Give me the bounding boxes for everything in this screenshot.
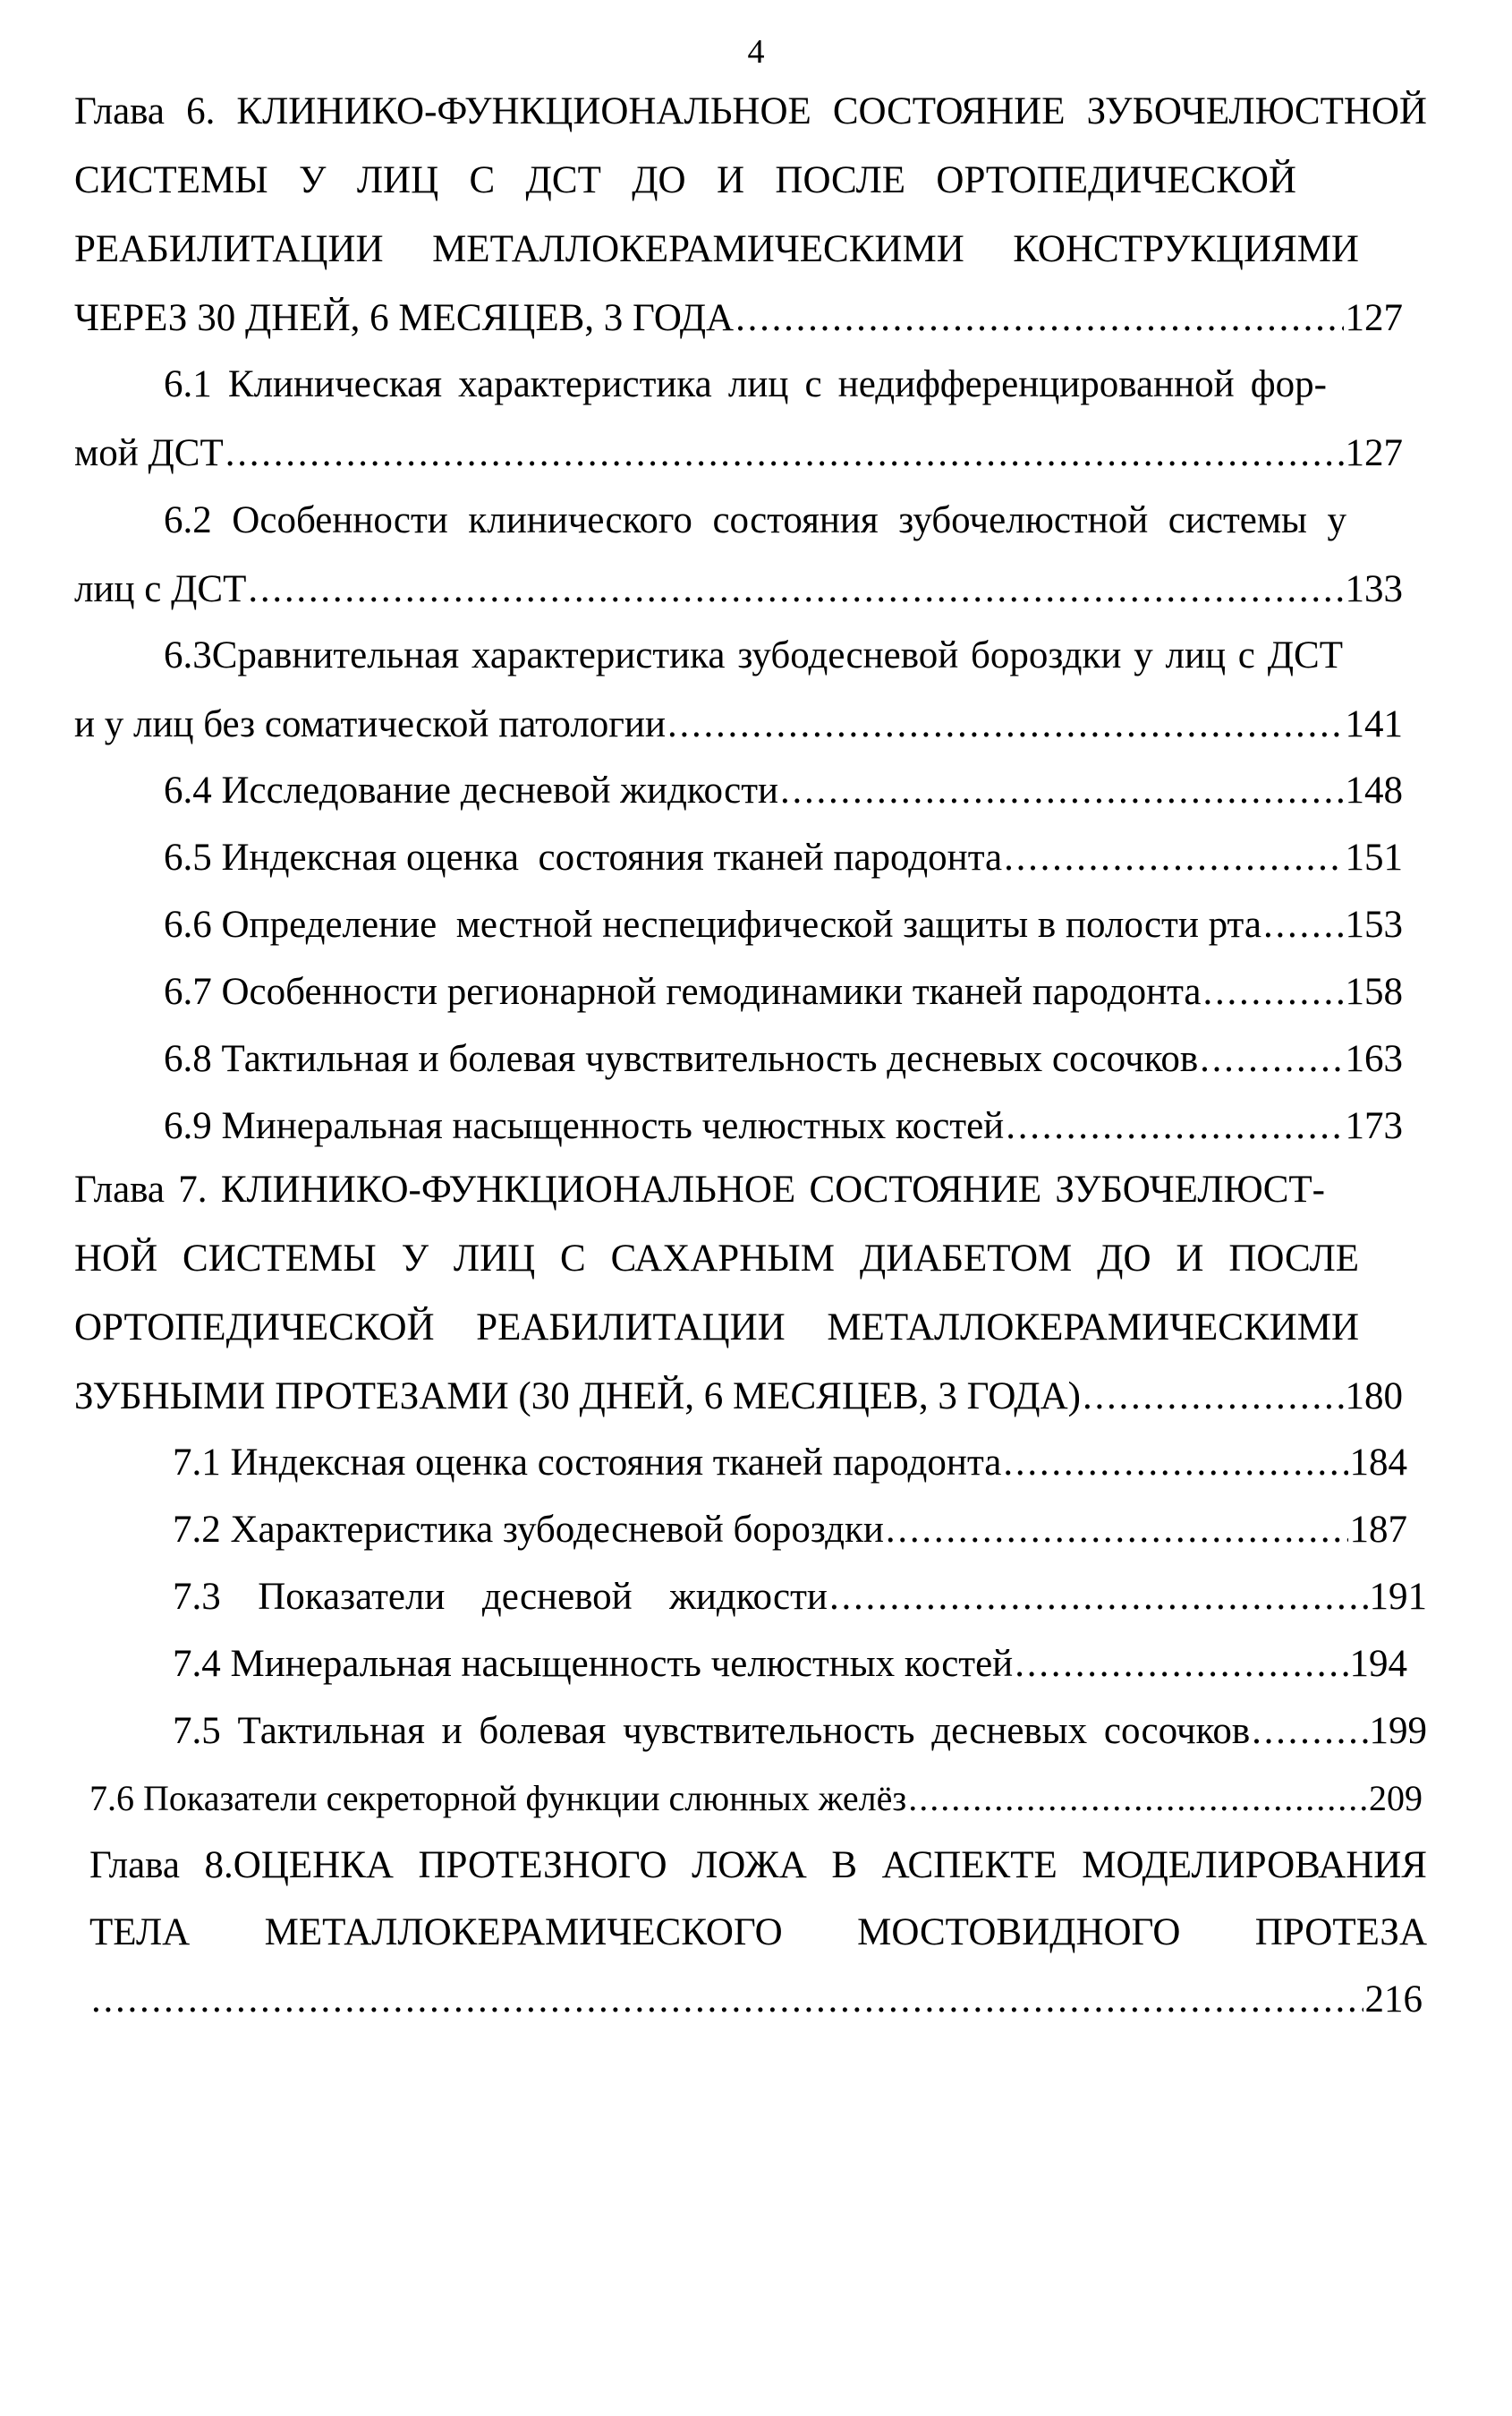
toc-entry-7-2[interactable] <box>173 1503 1407 1557</box>
toc-entry-7-3[interactable] <box>173 1570 1427 1624</box>
toc-entry-7-6[interactable] <box>89 1772 1423 1825</box>
toc-entry-6-5[interactable] <box>164 831 1403 885</box>
toc-entry-title: 6.7 Особенности регионарной гемодинамики тканей пародонта <box>164 971 1202 1013</box>
toc-entry-chapter-6[interactable] <box>74 292 1403 345</box>
dot-leader <box>225 427 1344 481</box>
chapter-7-heading-line: ОРТОПЕДИЧЕСКОЙ РЕАБИЛИТАЦИИ МЕТАЛЛОКЕРАМИЧЕСКИМИ <box>74 1306 1359 1348</box>
toc-entry-title: лиц с ДСТ <box>74 568 247 610</box>
toc-page-number: 209 <box>1369 1778 1423 1818</box>
chapter-8-heading-line: Глава 8.ОЦЕНКА ПРОТЕЗНОГО ЛОЖА В АСПЕКТЕ МОДЕЛИРОВАНИЯ <box>89 1844 1427 1886</box>
toc-entry-title: 7.1 Индексная оценка состояния тканей пародонта <box>173 1442 1002 1484</box>
toc-page-number: 199 <box>1369 1710 1427 1752</box>
dot-leader <box>1004 831 1343 885</box>
dot-leader <box>1003 1436 1347 1490</box>
toc-entry-6-1[interactable] <box>74 427 1403 481</box>
toc-page-number: 141 <box>1345 703 1403 745</box>
toc-page-number: 187 <box>1349 1509 1407 1551</box>
toc-entry-7-1[interactable] <box>173 1436 1407 1490</box>
toc-entry-6-2[interactable] <box>74 563 1403 617</box>
toc-entry-chapter-7[interactable] <box>74 1370 1403 1424</box>
dot-leader <box>1200 1033 1343 1086</box>
dot-leader <box>91 1973 1363 2027</box>
toc-entry-6-8[interactable] <box>164 1033 1403 1086</box>
toc-page-number: 127 <box>1345 297 1403 339</box>
toc-page-number: 151 <box>1345 837 1403 879</box>
toc-entry-title: и у лиц без соматической патологии <box>74 703 666 745</box>
toc-page-number: 148 <box>1345 770 1403 812</box>
toc-page-number: 191 <box>1369 1576 1427 1618</box>
dot-leader <box>1006 1100 1343 1153</box>
toc-entry-title: 6.9 Минеральная насыщенность челюстных костей <box>164 1105 1005 1147</box>
toc-entry-title: ЧЕРЕЗ 30 ДНЕЙ, 6 МЕСЯЦЕВ, 3 ГОДА <box>74 297 735 339</box>
toc-entry-7-4[interactable] <box>173 1638 1407 1691</box>
toc-page-number: 216 <box>1364 1978 1423 2020</box>
toc-entry-title: 7.4 Минеральная насыщенность челюстных костей <box>173 1643 1014 1685</box>
toc-entry-title: 7.6 Показатели секреторной функции слюнных желёз <box>89 1778 907 1818</box>
toc-entry-6-3[interactable] <box>74 698 1403 752</box>
dot-leader <box>735 292 1343 345</box>
toc-page-number: 153 <box>1345 904 1403 946</box>
toc-entry-6-6[interactable] <box>164 898 1403 952</box>
toc-entry-title: мой ДСТ <box>74 432 224 474</box>
chapter-6-heading-line: РЕАБИЛИТАЦИИ МЕТАЛЛОКЕРАМИЧЕСКИМИ КОНСТРУКЦИЯМИ <box>74 228 1359 270</box>
toc-entry-title: 7.2 Характеристика зубодесневой бороздки <box>173 1509 884 1551</box>
dot-leader <box>1015 1638 1347 1691</box>
dot-leader <box>908 1772 1367 1825</box>
dot-leader <box>1203 966 1344 1019</box>
toc-entry-6-7[interactable] <box>164 966 1403 1019</box>
chapter-7-heading-line: НОЙ СИСТЕМЫ У ЛИЦ С САХАРНЫМ ДИАБЕТОМ ДО И ПОСЛЕ <box>74 1238 1359 1280</box>
toc-entry-title: 7.3 Показатели десневой жидкости <box>173 1576 828 1618</box>
toc-page-number: 133 <box>1345 568 1403 610</box>
dot-leader <box>248 563 1343 617</box>
chapter-7-heading-line: Глава 7. КЛИНИКО-ФУНКЦИОНАЛЬНОЕ СОСТОЯНИЕ ЗУБОЧЕЛЮСТ- <box>74 1169 1325 1211</box>
section-6-3-first-line: 6.3Сравнительная характеристика зубодесневой бороздки у лиц с ДСТ <box>164 634 1343 676</box>
chapter-6-heading-line: СИСТЕМЫ У ЛИЦ С ДСТ ДО И ПОСЛЕ ОРТОПЕДИЧЕСКОЙ <box>74 159 1296 201</box>
toc-page-number: 194 <box>1349 1643 1407 1685</box>
page-number: 4 <box>747 33 765 71</box>
dot-leader <box>1083 1370 1344 1424</box>
toc-entry-chapter-8[interactable] <box>89 1973 1423 2027</box>
toc-entry-title: 6.8 Тактильная и болевая чувствительность десневых сосочков <box>164 1038 1199 1080</box>
dot-leader <box>667 698 1344 752</box>
toc-entry-6-4[interactable] <box>164 764 1403 818</box>
toc-entry-6-9[interactable] <box>164 1100 1403 1153</box>
dot-leader <box>780 764 1343 818</box>
dot-leader <box>886 1503 1348 1557</box>
toc-entry-title: ЗУБНЫМИ ПРОТЕЗАМИ (30 ДНЕЙ, 6 МЕСЯЦЕВ, 3 ГОДА) <box>74 1375 1081 1417</box>
toc-page-number: 173 <box>1345 1105 1403 1147</box>
section-6-2-first-line: 6.2 Особенности клинического состояния зубочелюстной системы у <box>164 499 1346 541</box>
toc-entry-title: 6.6 Определение местной неспецифической защиты в полости рта <box>164 904 1261 946</box>
dot-leader <box>1263 898 1344 952</box>
section-6-1-first-line: 6.1 Клиническая характеристика лиц с недифференцированной фор- <box>164 363 1327 405</box>
chapter-8-heading-line: ТЕЛА МЕТАЛЛОКЕРАМИЧЕСКОГО МОСТОВИДНОГО ПРОТЕЗА <box>89 1911 1427 1953</box>
toc-page-number: 184 <box>1349 1442 1407 1484</box>
dot-leader <box>829 1570 1368 1624</box>
toc-page-number: 127 <box>1345 432 1403 474</box>
toc-entry-title: 6.5 Индексная оценка состояния тканей пародонта <box>164 837 1003 879</box>
toc-entry-title: 7.5 Тактильная и болевая чувствительность десневых сосочков <box>173 1710 1251 1752</box>
chapter-6-heading-line: Глава 6. КЛИНИКО-ФУНКЦИОНАЛЬНОЕ СОСТОЯНИЕ ЗУБОЧЕЛЮСТНОЙ <box>74 90 1427 132</box>
toc-page-number: 180 <box>1345 1375 1403 1417</box>
toc-page-number: 163 <box>1345 1038 1403 1080</box>
dot-leader <box>1252 1705 1367 1758</box>
toc-entry-7-5[interactable] <box>173 1705 1427 1758</box>
toc-entry-title: 6.4 Исследование десневой жидкости <box>164 770 779 812</box>
toc-page-number: 158 <box>1345 971 1403 1013</box>
